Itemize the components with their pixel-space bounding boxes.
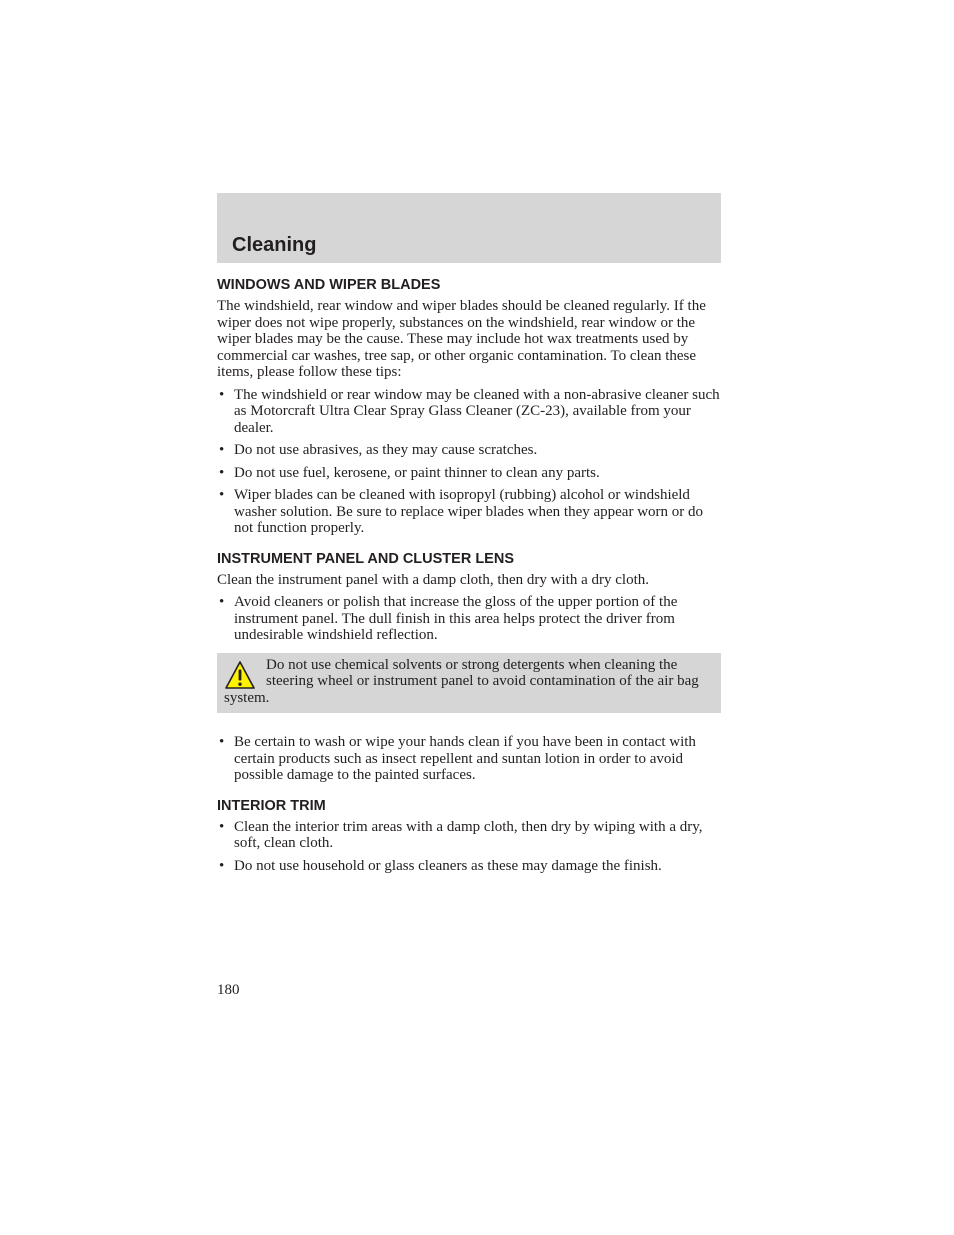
page-content <box>217 276 721 880</box>
list-item <box>217 594 721 644</box>
list-item-text: Do not use abrasives, as they may cause scratches. <box>234 442 538 458</box>
list-item-text: Clean the interior trim areas with a damp cloth, then dry by wiping with a dry, soft, clean cloth. <box>234 818 703 851</box>
windows-tips-list <box>217 387 721 537</box>
list-item <box>217 858 721 875</box>
warning-triangle-icon <box>224 660 256 690</box>
chapter-title: Cleaning <box>232 234 317 256</box>
list-item <box>217 387 721 437</box>
list-item-text: Do not use household or glass cleaners as these may damage the finish. <box>234 857 662 874</box>
list-item <box>217 465 721 482</box>
bullet-icon: • <box>219 734 225 750</box>
list-item <box>217 734 721 784</box>
warning-text: Do not use chemical solvents or strong detergents when cleaning the steering wheel or instrument panel to avoid contamination of the air bag system. <box>224 656 699 706</box>
bullet-icon: • <box>219 818 225 835</box>
trim-tips-list <box>217 819 721 875</box>
page-number: 180 <box>217 982 240 998</box>
bullet-icon: • <box>219 442 225 458</box>
instrument-tips-list <box>217 594 721 644</box>
warning-box <box>217 653 721 714</box>
list-item-text: The windshield or rear window may be cleaned with a non-abrasive cleaner such as Motorcraft Ultra Clear Spray Glass Cleaner (ZC-23), available from your dealer. <box>234 386 720 436</box>
list-item <box>217 487 721 537</box>
bullet-icon: • <box>219 464 225 481</box>
bullet-icon: • <box>219 857 225 874</box>
bullet-icon: • <box>219 487 225 503</box>
section-heading-instrument-panel: INSTRUMENT PANEL AND CLUSTER LENS <box>217 550 514 567</box>
list-item-text: Do not use fuel, kerosene, or paint thinner to clean any parts. <box>234 464 600 481</box>
instrument-tips-list-continued <box>217 734 721 784</box>
instrument-intro-paragraph: Clean the instrument panel with a damp cloth, then dry with a dry cloth. <box>217 571 649 588</box>
bullet-icon: • <box>219 386 225 403</box>
list-item-text: Avoid cleaners or polish that increase the gloss of the upper portion of the instrument panel. The dull finish in this area helps protect the driver from undesirable windshield reflection. <box>234 594 678 643</box>
list-item <box>217 819 721 852</box>
list-item <box>217 442 721 459</box>
section-heading-interior-trim: INTERIOR TRIM <box>217 797 326 814</box>
bullet-icon: • <box>219 594 225 610</box>
chapter-header-band <box>217 193 721 263</box>
list-item-text: Be certain to wash or wipe your hands clean if you have been in contact with certain products such as insect repellent and suntan lotion in order to avoid possible damage to the painted surfaces. <box>234 734 696 783</box>
list-item-text: Wiper blades can be cleaned with isopropyl (rubbing) alcohol or windshield washer solution. Be sure to replace wiper blades when they appear worn or do not function properly. <box>234 487 704 536</box>
windows-intro-paragraph: The windshield, rear window and wiper blades should be cleaned regularly. If the wiper does not wipe properly, substances on the windshield, rear window or the wiper blades may be the cause. These may include hot wax treatments used by commercial car washes, tree sap, or other organic contamination. To clean these items, please follow these tips: <box>217 298 706 380</box>
section-heading-windows: WINDOWS AND WIPER BLADES <box>217 277 441 293</box>
